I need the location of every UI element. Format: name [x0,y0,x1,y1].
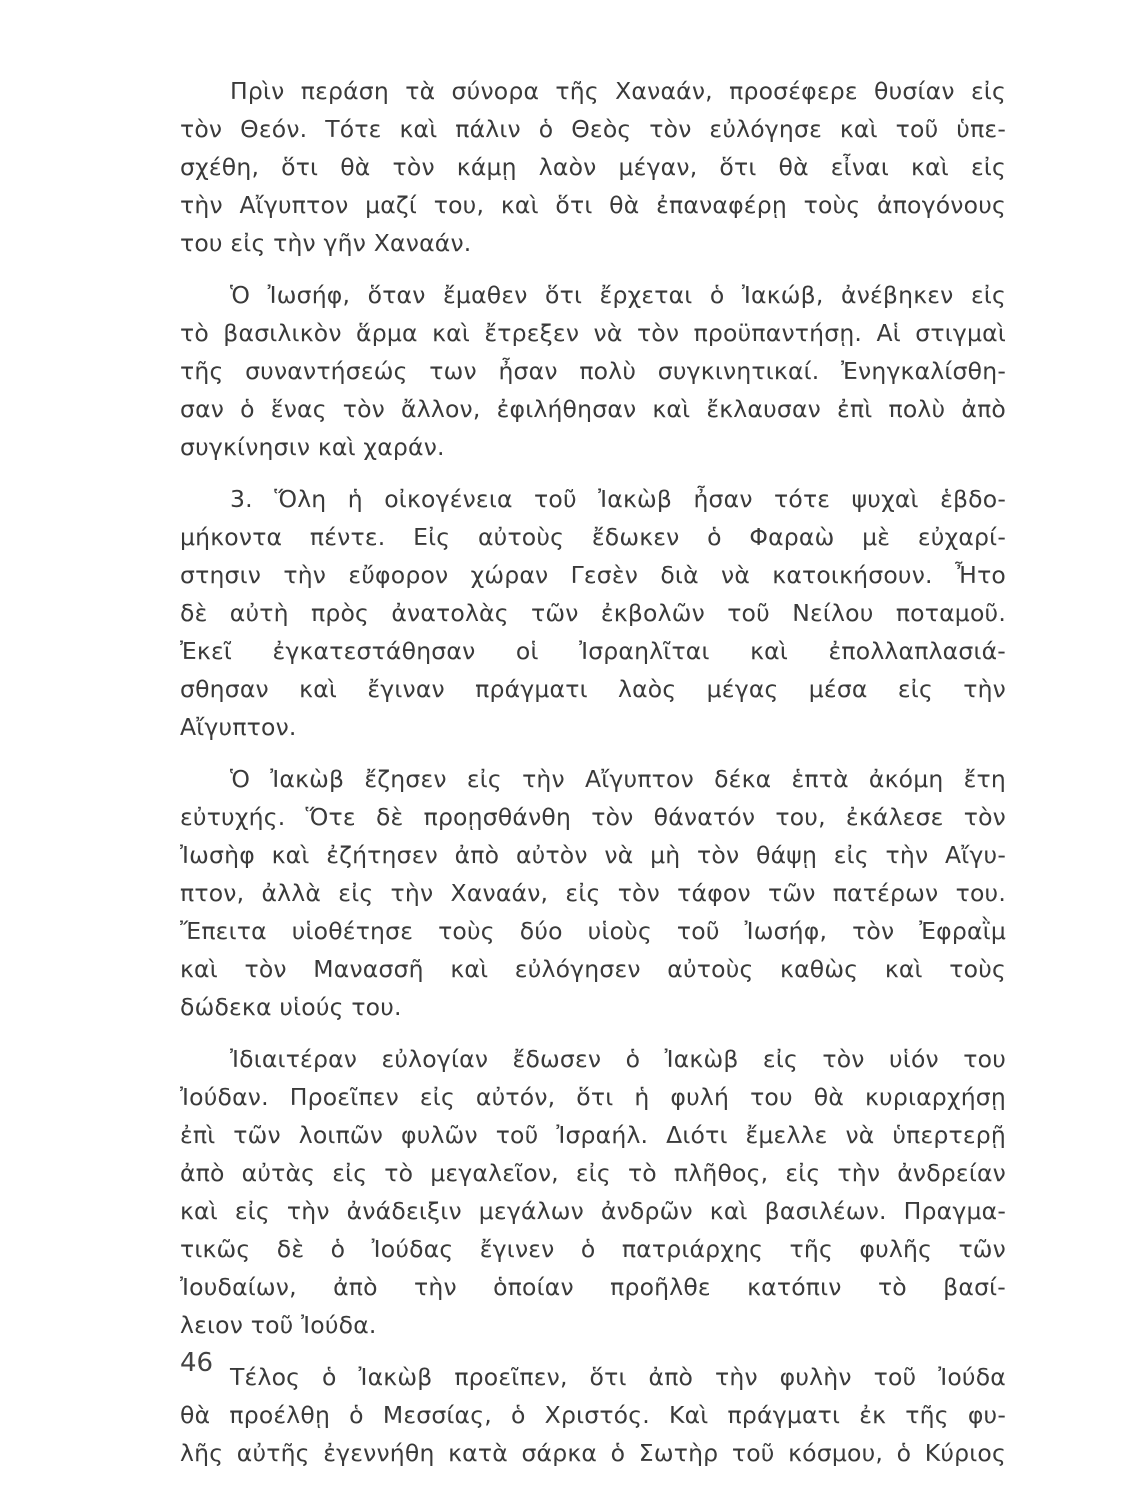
paragraph-gap [180,1344,1006,1358]
text-line: τὸ βασιλικὸν ἅρμα καὶ ἔτρεξεν νὰ τὸν προϋπαντήσῃ. Αἱ στιγμαὶ [180,319,1006,347]
text-line: πτον, ἀλλὰ εἰς τὴν Χαναάν, εἰς τὸν τάφον τῶν πατέρων του. [180,879,1006,907]
text-line: ἐπὶ τῶν λοιπῶν φυλῶν τοῦ Ἰσραήλ. Διότι ἔμελλε νὰ ὑπερτερῇ [180,1121,1006,1149]
text-line: καὶ εἰς τὴν ἀνάδειξιν μεγάλων ἀνδρῶν καὶ βασιλέων. Πραγμα- [180,1197,1006,1225]
paragraph-3 [180,480,1006,746]
text-line: λειον τοῦ Ἰούδα. [180,1311,377,1339]
text-line: Ἰουδαίων, ἀπὸ τὴν ὁποίαν προῆλθε κατόπιν τὸ βασί- [180,1273,1006,1301]
page-number: 46 [180,1348,214,1378]
text-line: Ἰωσὴφ καὶ ἐζήτησεν ἀπὸ αὐτὸν νὰ μὴ τὸν θάψῃ εἰς τὴν Αἴγυ- [180,841,1006,869]
paragraph-2 [180,276,1006,466]
text-line: τῆς συναντήσεώς των ἦσαν πολὺ συγκινητικαί. Ἐνηγκαλίσθη- [180,357,1006,385]
paragraph-4 [180,760,1006,1026]
text-line: στησιν τὴν εὔφορον χώραν Γεσὲν διὰ νὰ κατοικήσουν. Ἦτο [180,561,1006,589]
paragraph-6 [180,1358,1006,1472]
text-line: Αἴγυπτον. [180,713,297,741]
text-line: σαν ὁ ἕνας τὸν ἄλλον, ἐφιλήθησαν καὶ ἔκλαυσαν ἐπὶ πολὺ ἀπὸ [180,395,1006,423]
text-line: εὐτυχής. Ὅτε δὲ προῃσθάνθη τὸν θάνατόν του, ἐκάλεσε τὸν [180,803,1006,831]
text-line: Ὁ Ἰωσήφ, ὅταν ἔμαθεν ὅτι ἔρχεται ὁ Ἰακώβ, ἀνέβηκεν εἰς [230,281,1006,309]
book-page-text [180,72,1006,1472]
text-line: 3. Ὅλη ἡ οἰκογένεια τοῦ Ἰακὼβ ἦσαν τότε ψυχαὶ ἑβδο- [230,485,1006,513]
paragraph-5 [180,1040,1006,1344]
text-line: Ὁ Ἰακὼβ ἔζησεν εἰς τὴν Αἴγυπτον δέκα ἑπτὰ ἀκόμη ἔτη [230,765,1006,793]
text-line: Ἔπειτα υἱοθέτησε τοὺς δύο υἱοὺς τοῦ Ἰωσήφ, τὸν Ἐφραῒμ [180,917,1006,945]
paragraph-gap [180,466,1006,480]
paragraph-1 [180,72,1006,262]
text-line: δὲ αὐτὴ πρὸς ἀνατολὰς τῶν ἐκβολῶν τοῦ Νείλου ποταμοῦ. [180,599,1006,627]
paragraph-gap [180,262,1006,276]
text-line: Ἰούδαν. Προεῖπεν εἰς αὐτόν, ὅτι ἡ φυλή του θὰ κυριαρχήσῃ [180,1083,1006,1111]
text-line: Ἐκεῖ ἐγκατεστάθησαν οἱ Ἰσραηλῖται καὶ ἐπολλαπλασιά- [180,637,1006,665]
text-line: θὰ προέλθῃ ὁ Μεσσίας, ὁ Χριστός. Καὶ πράγματι ἐκ τῆς φυ- [180,1401,1006,1429]
text-line: του εἰς τὴν γῆν Χαναάν. [180,229,472,257]
paragraph-gap [180,746,1006,760]
text-line: καὶ τὸν Μανασσῆ καὶ εὐλόγησεν αὐτοὺς καθὼς καὶ τοὺς [180,955,1006,983]
text-line: ἀπὸ αὐτὰς εἰς τὸ μεγαλεῖον, εἰς τὸ πλῆθος, εἰς τὴν ἀνδρείαν [180,1159,1006,1187]
text-line: τὸν Θεόν. Τότε καὶ πάλιν ὁ Θεὸς τὸν εὐλόγησε καὶ τοῦ ὑπε- [180,115,1006,143]
text-line: συγκίνησιν καὶ χαράν. [180,433,445,461]
text-line: τικῶς δὲ ὁ Ἰούδας ἔγινεν ὁ πατριάρχης τῆς φυλῆς τῶν [180,1235,1006,1263]
paragraph-gap [180,1026,1006,1040]
text-line: σθησαν καὶ ἔγιναν πράγματι λαὸς μέγας μέσα εἰς τὴν [180,675,1006,703]
text-line: σχέθη, ὅτι θὰ τὸν κάμῃ λαὸν μέγαν, ὅτι θὰ εἶναι καὶ εἰς [180,153,1006,181]
text-line: Πρὶν περάση τὰ σύνορα τῆς Χαναάν, προσέφερε θυσίαν εἰς [230,77,1006,105]
text-line: λῆς αὐτῆς ἐγεννήθη κατὰ σάρκα ὁ Σωτὴρ τοῦ κόσμου, ὁ Κύριος [180,1439,1006,1467]
text-line: τὴν Αἴγυπτον μαζί του, καὶ ὅτι θὰ ἐπαναφέρῃ τοὺς ἀπογόνους [180,191,1006,219]
text-line: δώδεκα υἱούς του. [180,993,402,1021]
text-line: μήκοντα πέντε. Εἰς αὐτοὺς ἔδωκεν ὁ Φαραὼ μὲ εὐχαρί- [180,523,1006,551]
text-line: Τέλος ὁ Ἰακὼβ προεῖπεν, ὅτι ἀπὸ τὴν φυλὴν τοῦ Ἰούδα [230,1363,1006,1391]
text-line: Ἰδιαιτέραν εὐλογίαν ἔδωσεν ὁ Ἰακὼβ εἰς τὸν υἱόν του [230,1045,1006,1073]
